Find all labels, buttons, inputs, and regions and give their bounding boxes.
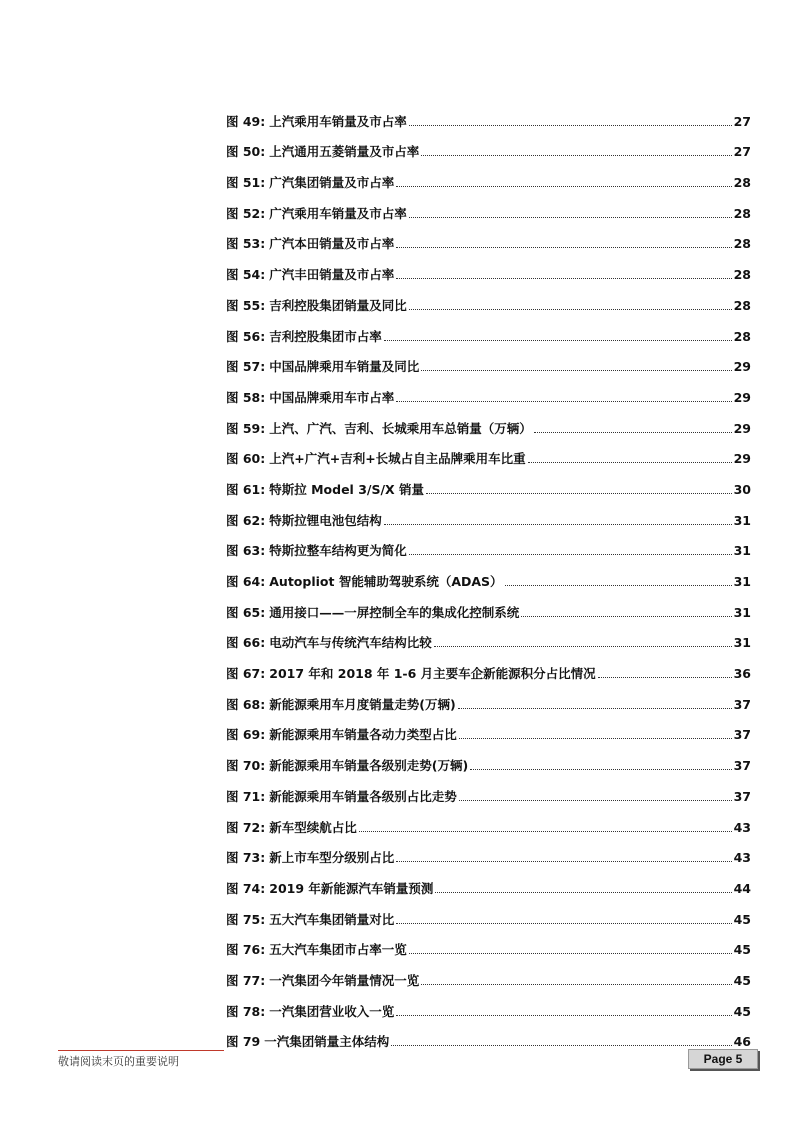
toc-entry-label <box>226 697 456 712</box>
toc-entry-label <box>226 1034 389 1049</box>
toc-entry-title: 上汽+广汽+吉利+长城占自主品牌乘用车比重 <box>269 451 526 467</box>
toc-entry[interactable] <box>226 564 751 595</box>
toc-entry-page: 29 <box>733 451 751 467</box>
toc-entry-number: 图 66: <box>226 635 266 651</box>
toc-entry-page: 29 <box>733 389 751 405</box>
toc-entry[interactable] <box>226 748 751 779</box>
toc-entry-number: 图 78: <box>226 1003 266 1019</box>
dot-leader <box>505 585 732 586</box>
toc-entry[interactable] <box>226 442 751 473</box>
toc-entry-page: 45 <box>733 1003 751 1019</box>
toc-entry-label <box>226 390 394 405</box>
toc-entry[interactable] <box>226 196 751 227</box>
toc-entry-title: 新能源乘用车销量各级别占比走势 <box>269 788 457 804</box>
toc-entry-number: 图 64: <box>226 574 266 589</box>
toc-entry[interactable] <box>226 411 751 442</box>
toc-entry-label <box>226 329 382 344</box>
toc-entry-label <box>226 236 394 251</box>
dot-leader <box>409 309 732 310</box>
toc-entry[interactable] <box>226 841 751 872</box>
dot-leader <box>391 1045 731 1046</box>
dot-leader <box>409 125 732 126</box>
toc-entry-title: 五大汽车集团市占率一览 <box>269 942 407 958</box>
toc-entry-page: 28 <box>733 297 751 313</box>
dot-leader <box>396 1015 731 1016</box>
toc-entry-title: 五大汽车集团销量对比 <box>269 911 395 927</box>
toc-entry-number: 图 67: <box>226 666 266 682</box>
toc-entry-page: 43 <box>733 850 751 866</box>
toc-entry-page: 46 <box>733 1034 751 1050</box>
toc-entry-label <box>226 850 394 865</box>
toc-entry-label <box>226 206 407 221</box>
toc-entry-title: 中国品牌乘用车市占率 <box>269 389 395 405</box>
toc-entry-label <box>226 144 419 159</box>
toc-entry-label <box>226 881 433 896</box>
toc-entry[interactable] <box>226 779 751 810</box>
toc-entry-page: 31 <box>733 543 751 559</box>
toc-entry-page: 29 <box>733 359 751 375</box>
toc-entry-title: 一汽集团营业收入一览 <box>269 1003 395 1019</box>
toc-entry-title: 广汽本田销量及市占率 <box>269 236 395 252</box>
toc-entry-title: 一汽集团销量主体结构 <box>264 1034 390 1050</box>
toc-entry-page: 28 <box>733 267 751 283</box>
toc-entry-title: 上汽乘用车销量及市占率 <box>269 113 407 129</box>
toc-entry-number: 图 55: <box>226 297 266 313</box>
toc-entry-page: 31 <box>733 512 751 528</box>
toc-entry-title: 特斯拉锂电池包结构 <box>269 512 382 528</box>
toc-entry[interactable] <box>226 104 751 135</box>
toc-entry-title: 2019 年新能源汽车销量预测 <box>269 880 434 896</box>
toc-entry[interactable] <box>226 626 751 657</box>
toc-entry-page: 31 <box>733 574 751 589</box>
toc-entry-number: 图 70: <box>226 758 266 774</box>
page-number-badge: Page 5 <box>688 1049 758 1069</box>
dot-leader <box>534 432 732 433</box>
toc-entry[interactable] <box>226 534 751 565</box>
toc-entry[interactable] <box>226 718 751 749</box>
toc-entry-page: 37 <box>733 788 751 804</box>
toc-entry-title: 上汽、广汽、吉利、长城乘用车总销量（万辆） <box>269 420 532 436</box>
toc-entry-label <box>226 973 419 988</box>
toc-entry-number: 图 69: <box>226 727 266 743</box>
toc-entry-label <box>226 727 457 742</box>
toc-entry[interactable] <box>226 227 751 258</box>
toc-entry-title: 上汽通用五菱销量及市占率 <box>269 144 420 160</box>
toc-entry-page: 36 <box>733 666 751 682</box>
toc-entry-title: 2017 年和 2018 年 1-6 月主要车企新能源积分占比情况 <box>269 666 596 682</box>
toc-entry-label <box>226 758 468 773</box>
toc-entry-number: 图 57: <box>226 359 266 375</box>
toc-entry-page: 27 <box>733 113 751 129</box>
toc-entry-number: 图 68: <box>226 696 266 712</box>
toc-entry-number: 图 59: <box>226 420 266 436</box>
toc-entry-page: 28 <box>733 236 751 252</box>
toc-entry-label <box>226 513 382 528</box>
toc-entry[interactable] <box>226 380 751 411</box>
toc-entry-number: 图 77: <box>226 972 266 988</box>
dot-leader <box>396 186 731 187</box>
toc-entry-label <box>226 421 532 436</box>
dot-leader <box>421 370 731 371</box>
toc-entry-page: 43 <box>733 819 751 835</box>
toc-entry[interactable] <box>226 933 751 964</box>
dot-leader <box>458 708 732 709</box>
footer-disclaimer-note: 敬请阅读末页的重要说明 <box>58 1055 179 1068</box>
toc-entry-number: 图 49: <box>226 113 266 129</box>
toc-entry-page: 45 <box>733 911 751 927</box>
toc-entry-number: 图 61: <box>226 481 266 497</box>
toc-entry[interactable] <box>226 257 751 288</box>
toc-entry[interactable] <box>226 1025 751 1056</box>
toc-entry-label <box>226 543 407 558</box>
toc-entry-title: 广汽集团销量及市占率 <box>269 175 395 191</box>
toc-entry[interactable] <box>226 503 751 534</box>
toc-entry[interactable] <box>226 595 751 626</box>
toc-entry-label <box>226 635 432 650</box>
toc-entry-number: 图 63: <box>226 543 266 559</box>
toc-entry-title: 特斯拉整车结构更为简化 <box>269 543 407 559</box>
toc-entry-number: 图 75: <box>226 911 266 927</box>
toc-entry-number: 图 58: <box>226 389 266 405</box>
toc-entry-title: 一汽集团今年销量情况一览 <box>269 972 420 988</box>
toc-entry-label <box>226 298 407 313</box>
dot-leader <box>521 616 731 617</box>
dot-leader <box>396 861 731 862</box>
toc-entry-title: 吉利控股集团销量及同比 <box>269 297 407 313</box>
dot-leader <box>384 524 732 525</box>
toc-entry-page: 30 <box>733 481 751 497</box>
footer-divider <box>58 1050 224 1051</box>
toc-entry-label <box>226 267 394 282</box>
toc-entry-label <box>226 605 519 620</box>
dot-leader <box>421 155 731 156</box>
dot-leader <box>409 217 732 218</box>
toc-entry-label <box>226 666 596 681</box>
toc-entry-label <box>226 789 457 804</box>
dot-leader <box>470 769 731 770</box>
toc-entry-label <box>226 451 526 466</box>
dot-leader <box>359 831 732 832</box>
toc-entry-label <box>226 942 407 957</box>
toc-entry-title: 新能源乘用车销量各动力类型占比 <box>269 727 457 743</box>
dot-leader <box>426 493 732 494</box>
dot-leader <box>421 984 731 985</box>
toc-entry-title: 吉利控股集团市占率 <box>269 328 382 344</box>
toc-entry[interactable] <box>226 902 751 933</box>
toc-entry-page: 44 <box>733 880 751 896</box>
toc-entry-number: 图 74: <box>226 880 266 896</box>
toc-entry-number: 图 53: <box>226 236 266 252</box>
dot-leader <box>396 923 731 924</box>
toc-entry[interactable] <box>226 687 751 718</box>
toc-entry[interactable] <box>226 871 751 902</box>
toc-entry-label <box>226 114 407 129</box>
toc-entry-number: 图 51: <box>226 175 266 191</box>
dot-leader <box>459 738 732 739</box>
toc-entry-page: 37 <box>733 696 751 712</box>
toc-entry[interactable] <box>226 656 751 687</box>
toc-entry-title: 新上市车型分级别占比 <box>269 850 395 866</box>
toc-entry-label <box>226 912 394 927</box>
toc-entry[interactable] <box>226 319 751 350</box>
toc-entry-page: 28 <box>733 328 751 344</box>
toc-entry-number: 图 79 <box>226 1034 261 1050</box>
dot-leader <box>396 247 731 248</box>
toc-entry[interactable] <box>226 810 751 841</box>
dot-leader <box>459 800 732 801</box>
toc-entry-number: 图 54: <box>226 267 266 283</box>
toc-entry-page: 45 <box>733 942 751 958</box>
toc-entry-page: 45 <box>733 972 751 988</box>
toc-entry[interactable] <box>226 288 751 319</box>
toc-entry[interactable] <box>226 472 751 503</box>
toc-entry-number: 图 71: <box>226 788 266 804</box>
toc-entry-title: 广汽丰田销量及市占率 <box>269 267 395 283</box>
toc-entry-number: 图 62: <box>226 512 266 528</box>
toc-entry-number: 图 52: <box>226 205 266 221</box>
toc-entry-label <box>226 482 424 497</box>
dot-leader <box>598 677 732 678</box>
toc-entry-title: 通用接口——一屏控制全车的集成化控制系统 <box>269 604 520 620</box>
toc-entry-page: 37 <box>733 758 751 774</box>
toc-entry-page: 37 <box>733 727 751 743</box>
toc-entry-number: 图 72: <box>226 819 266 835</box>
toc-entry-number: 图 65: <box>226 604 266 620</box>
dot-leader <box>409 554 732 555</box>
dot-leader <box>435 892 731 893</box>
dot-leader <box>384 340 732 341</box>
toc-entry-page: 31 <box>733 635 751 651</box>
toc-entry-title: 特斯拉 Model 3/S/X 销量 <box>269 481 425 497</box>
figure-toc <box>226 104 751 1055</box>
toc-entry-label <box>226 1004 394 1019</box>
toc-entry-number: 图 60: <box>226 451 266 467</box>
toc-entry-label <box>226 359 419 374</box>
toc-entry-title: Autopliot 智能辅助驾驶系统（ADAS） <box>269 574 503 589</box>
dot-leader <box>528 462 732 463</box>
toc-entry[interactable] <box>226 350 751 381</box>
toc-entry-title: 新能源乘用车销量各级别走势(万辆) <box>269 758 469 774</box>
toc-entry[interactable] <box>226 165 751 196</box>
toc-entry-page: 28 <box>733 175 751 191</box>
toc-entry-number: 图 73: <box>226 850 266 866</box>
toc-entry-label <box>226 175 394 190</box>
toc-entry[interactable] <box>226 135 751 166</box>
toc-entry-page: 29 <box>733 420 751 436</box>
toc-entry-page: 27 <box>733 144 751 160</box>
toc-entry-number: 图 50: <box>226 144 266 160</box>
dot-leader <box>434 646 732 647</box>
toc-entry-label <box>226 574 503 589</box>
toc-entry-title: 电动汽车与传统汽车结构比较 <box>269 635 432 651</box>
dot-leader <box>409 953 732 954</box>
toc-entry-number: 图 76: <box>226 942 266 958</box>
toc-entry-number: 图 56: <box>226 328 266 344</box>
toc-entry-page: 28 <box>733 205 751 221</box>
toc-entry[interactable] <box>226 994 751 1025</box>
dot-leader <box>396 401 731 402</box>
toc-entry-label <box>226 820 357 835</box>
toc-entry-page: 31 <box>733 604 751 620</box>
toc-entry-title: 新车型续航占比 <box>269 819 357 835</box>
toc-entry-title: 中国品牌乘用车销量及同比 <box>269 359 420 375</box>
toc-entry-title: 新能源乘用车月度销量走势(万辆) <box>269 696 456 712</box>
dot-leader <box>396 278 731 279</box>
toc-entry-title: 广汽乘用车销量及市占率 <box>269 205 407 221</box>
toc-entry[interactable] <box>226 963 751 994</box>
